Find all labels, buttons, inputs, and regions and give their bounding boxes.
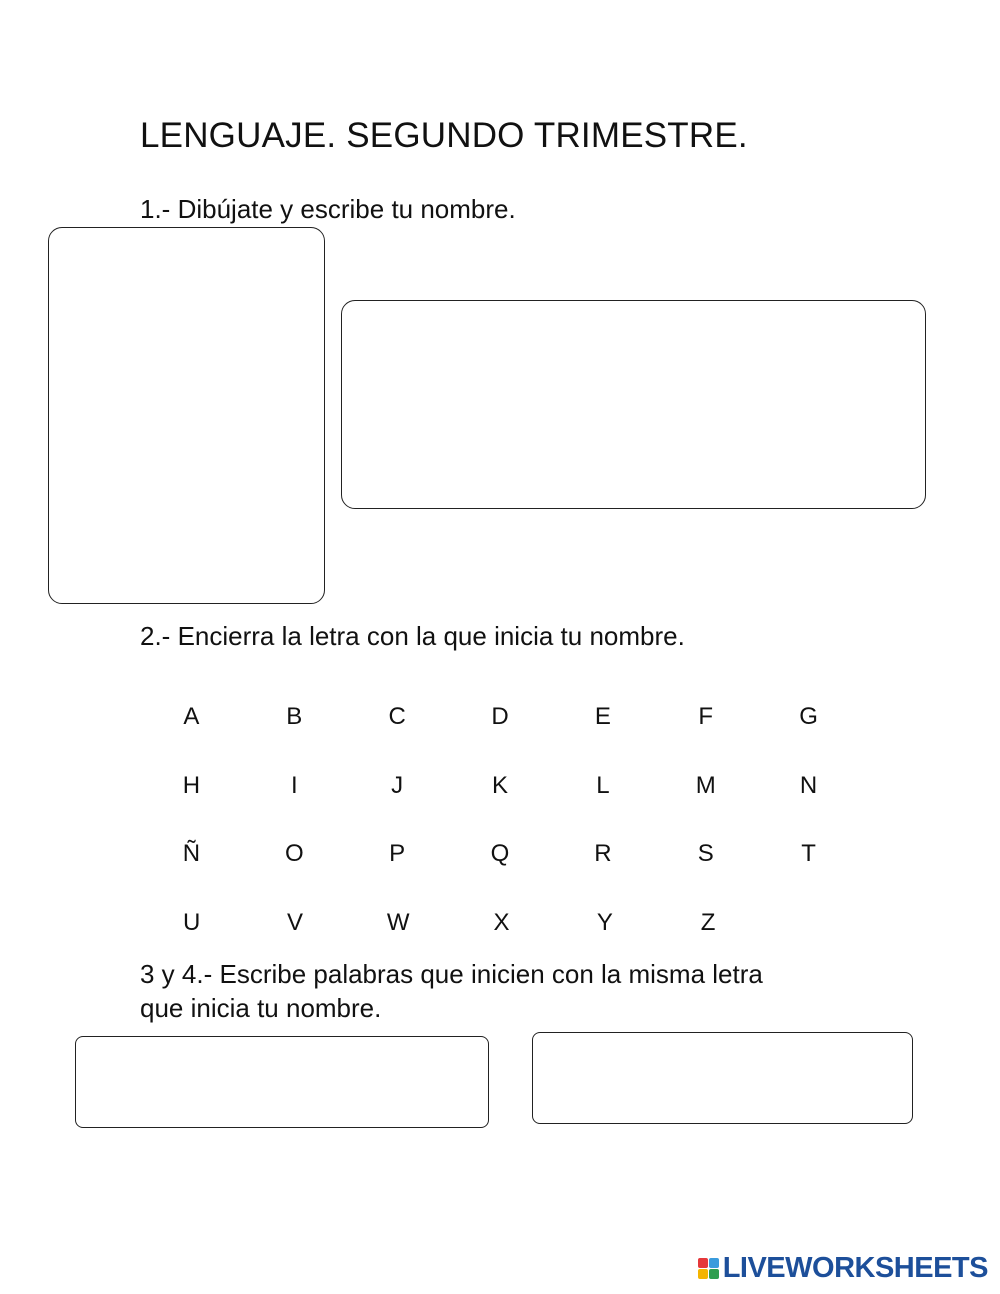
letter-option[interactable]: T xyxy=(801,840,816,867)
logo-square xyxy=(698,1258,708,1268)
letter-option[interactable]: V xyxy=(286,908,303,936)
letter-option[interactable]: U xyxy=(182,908,201,936)
logo-square xyxy=(709,1269,719,1279)
letter-option[interactable]: S xyxy=(697,840,714,867)
question-3-4 xyxy=(140,957,763,1025)
letter-option[interactable]: B xyxy=(286,703,303,730)
self-portrait-drawing-area[interactable] xyxy=(48,227,325,604)
letter-option[interactable]: D xyxy=(491,703,509,730)
letter-option[interactable]: F xyxy=(698,703,714,730)
letter-option[interactable]: N xyxy=(799,771,818,799)
word-answer-field-1[interactable] xyxy=(75,1036,489,1128)
letter-option[interactable]: X xyxy=(493,908,510,936)
letter-option[interactable]: L xyxy=(596,771,610,799)
letter-option[interactable]: O xyxy=(284,840,304,867)
letter-option[interactable]: Ñ xyxy=(182,840,201,867)
logo-square xyxy=(709,1258,719,1268)
letter-option[interactable]: R xyxy=(594,840,612,867)
letter-option[interactable]: Y xyxy=(596,908,613,936)
alphabet-row xyxy=(140,700,860,769)
letter-option[interactable]: E xyxy=(594,703,611,730)
word-answer-field-2[interactable] xyxy=(532,1032,913,1124)
letter-option[interactable]: Q xyxy=(490,840,510,867)
name-writing-field[interactable] xyxy=(341,300,926,509)
liveworksheets-brand xyxy=(698,1252,988,1285)
alphabet-grid xyxy=(140,700,860,974)
letter-option[interactable]: C xyxy=(388,703,406,730)
question-1: 1.- Dibújate y escribe tu nombre. xyxy=(140,194,516,224)
alphabet-row xyxy=(140,837,860,906)
page-title: LENGUAJE. SEGUNDO TRIMESTRE. xyxy=(140,116,748,155)
letter-option[interactable]: P xyxy=(389,840,406,867)
brand-text: LIVEWORKSHEETS xyxy=(722,1252,988,1284)
letter-option[interactable]: K xyxy=(492,771,509,799)
letter-option[interactable]: J xyxy=(391,771,404,799)
letter-option[interactable]: I xyxy=(290,771,298,799)
letter-option[interactable]: G xyxy=(799,703,818,730)
question-2: 2.- Encierra la letra con la que inicia tu nombre. xyxy=(140,621,685,651)
letter-option[interactable]: A xyxy=(183,703,200,730)
alphabet-row xyxy=(140,769,860,838)
letter-option[interactable]: W xyxy=(386,908,410,936)
question-3-4-line-1: 3 y 4.- Escribe palabras que inicien con la misma letra xyxy=(140,959,763,989)
logo-square xyxy=(698,1269,708,1279)
letter-option[interactable]: M xyxy=(695,771,716,799)
liveworksheets-logo-icon xyxy=(698,1258,719,1279)
letter-option[interactable]: H xyxy=(182,771,201,799)
letter-option[interactable]: Z xyxy=(700,908,716,936)
question-3-4-line-2: que inicia tu nombre. xyxy=(140,993,382,1023)
